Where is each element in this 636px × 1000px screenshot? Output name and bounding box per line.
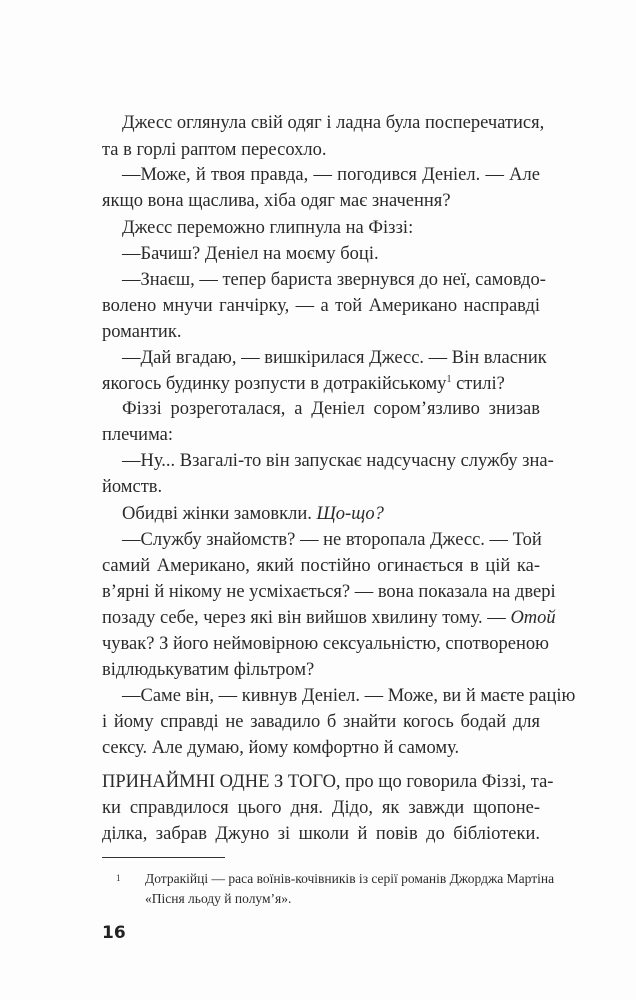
text-segment: стилі? <box>451 374 505 394</box>
text-segment: —Може, й твоя правда, — погодився Деніел. — Але <box>122 165 540 185</box>
text-line <box>122 529 540 551</box>
italic-text: Що-що? <box>316 504 384 524</box>
text-segment: в’ярні й нікому не усміхається? — вона показала на двері <box>102 582 556 602</box>
text-segment: ділка, забрав Джуно зі школи й повів до бібліотеки. <box>102 824 540 844</box>
text-segment: і йому справді не завадило б знайти когось бодай для <box>102 712 540 732</box>
text-line <box>122 112 545 134</box>
text-segment: —Дай вгадаю, — вишкірилася Джесс. — Він власник <box>122 348 547 368</box>
text-segment: Фіззі розреготалася, а Деніел сором’язливо знизав <box>122 399 540 419</box>
text-line <box>102 581 556 603</box>
text-segment: чувак? З його неймовірною сексуальністю, спотвореною <box>102 634 549 654</box>
text-line <box>102 771 554 793</box>
text-segment: відлюдькуватим фільтром? <box>102 660 315 680</box>
text-line <box>122 398 540 420</box>
text-line <box>102 373 540 395</box>
text-line <box>102 295 540 317</box>
text-segment: сексу. Але думаю, йому комфортно й самому. <box>102 738 460 758</box>
text-line <box>102 823 540 845</box>
text-segment: якогось будинку розпусти в дотракійському <box>102 374 447 394</box>
text-line <box>122 269 546 291</box>
text-line <box>102 659 540 681</box>
text-line <box>102 633 549 655</box>
text-segment: Обидві жінки замовкли. <box>122 504 317 524</box>
text-segment: та в горлі раптом пересохло. <box>102 140 327 160</box>
text-line <box>122 164 540 186</box>
text-segment: Джесс оглянула свій одяг і ладна була посперечатися, <box>122 113 545 133</box>
text-line <box>122 243 540 265</box>
text-line <box>102 424 540 446</box>
text-line <box>122 685 576 707</box>
text-segment: —Ну... Взагалі-то він запускає надсучасну службу зна- <box>122 451 554 471</box>
text-segment: плечима: <box>102 425 174 445</box>
text-segment: якщо вона щаслива, хіба одяг має значення? <box>102 191 451 211</box>
text-segment: ПРИНАЙМНІ ОДНЕ З ТОГО, про що говорила Фіззі, та- <box>102 772 554 792</box>
text-segment: самий Американо, який постійно огинається в цій ка- <box>102 556 540 576</box>
text-segment: волено мнучи ганчірку, — а той Американо насправді <box>102 296 540 316</box>
text-segment: позаду себе, через які він вийшов хвилину тому. — <box>102 608 511 628</box>
text-segment: —Саме він, — кивнув Деніел. — Може, ви й маєте рацію <box>122 686 576 706</box>
text-line <box>122 217 540 239</box>
text-line <box>102 711 540 733</box>
text-line <box>122 347 547 369</box>
text-line <box>122 503 540 525</box>
text-line <box>102 321 540 343</box>
text-line <box>102 737 540 759</box>
text-line <box>102 139 540 161</box>
text-line <box>102 607 556 629</box>
text-line <box>102 797 540 819</box>
footnote-marker: 1 <box>116 873 121 883</box>
footnote-reference: 1 <box>446 373 452 385</box>
footnote-line: Дотракійці — раса воїнів-кочівників із серії романів Джорджа Мартіна <box>145 871 555 886</box>
italic-text: Отой <box>510 608 556 628</box>
text-segment: йомств. <box>102 477 163 497</box>
text-segment: —Знаєш, — тепер бариста звернувся до неї, самовдо- <box>122 270 546 290</box>
text-segment: —Бачиш? Деніел на моєму боці. <box>122 244 379 264</box>
text-segment: романтик. <box>102 322 182 342</box>
text-segment: —Службу знайомств? — не второпала Джесс. — Той <box>122 530 542 550</box>
text-segment: Джесс переможно глипнула на Фіззі: <box>122 218 414 238</box>
text-line <box>122 450 554 472</box>
footnote-line: «Пісня льоду й полум’я». <box>145 891 292 906</box>
text-line <box>102 555 540 577</box>
text-line <box>102 476 540 498</box>
page-number: 16 <box>102 923 126 943</box>
footnote-divider <box>102 857 225 858</box>
text-line <box>102 190 540 212</box>
text-segment: ки справдилося цього дня. Дідо, як завжди щопоне- <box>102 798 540 818</box>
